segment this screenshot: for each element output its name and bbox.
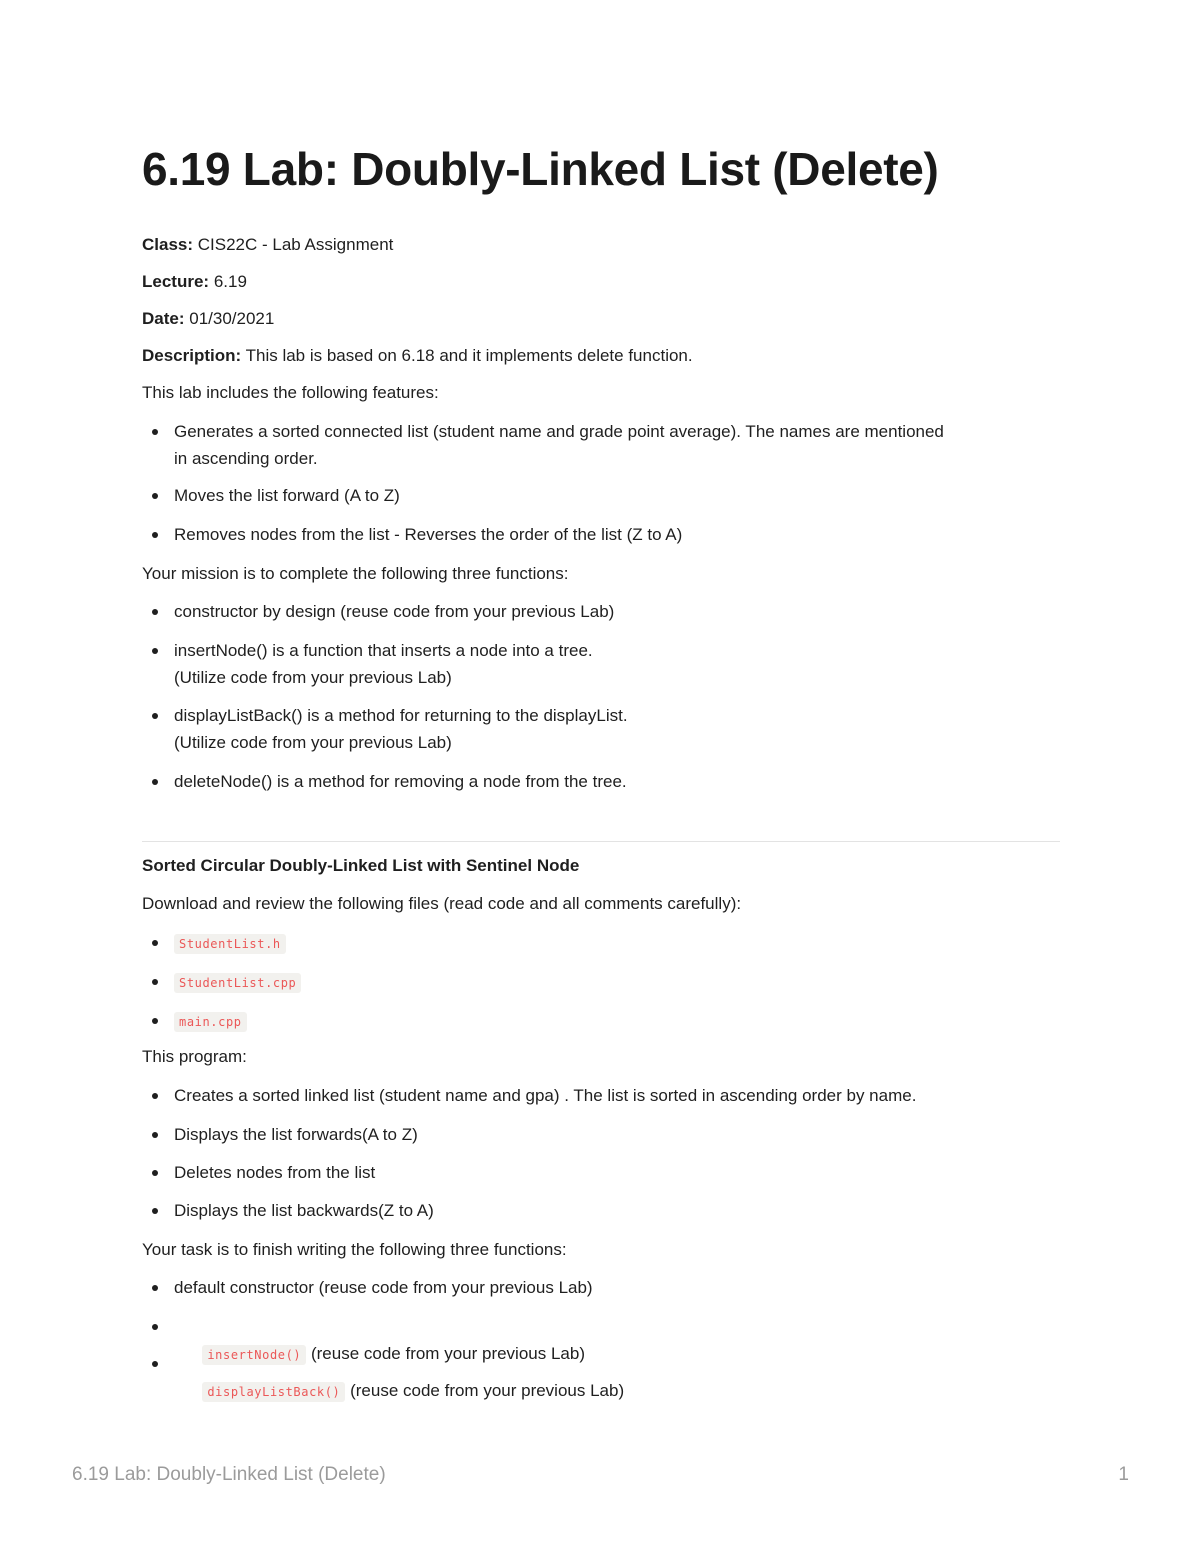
list-item-text: Creates a sorted linked list (student name and gpa) . The list is sorted in ascending order by name. (174, 1086, 917, 1105)
page-number: 1 (1118, 1464, 1129, 1485)
meta-lecture-value: 6.19 (213, 272, 247, 291)
list-item-text: default constructor (reuse code from your previous Lab) (174, 1278, 593, 1297)
bullet-icon (152, 979, 158, 985)
footer-title: 6.19 Lab: Doubly-Linked List (Delete) (72, 1464, 386, 1485)
bullet-icon (152, 1324, 158, 1330)
meta-date-value: 01/30/2021 (189, 309, 275, 328)
bullet-icon (152, 1361, 158, 1367)
meta-class (142, 234, 393, 256)
bullet-icon (152, 1093, 158, 1099)
list-item-text: Displays the list forwards(A to Z) (174, 1125, 418, 1144)
bullet-icon (152, 648, 158, 654)
meta-lecture (142, 271, 247, 293)
bullet-icon (152, 779, 158, 785)
list-item-text: (Utilize code from your previous Lab) (174, 733, 452, 752)
bullet-icon (152, 532, 158, 538)
list-item-text: (reuse code from your previous Lab) (345, 1381, 625, 1400)
bullet-icon (152, 1018, 158, 1024)
meta-lecture-label: Lecture: (142, 272, 210, 291)
file-link-studentlist-h[interactable]: StudentList.h (174, 934, 286, 954)
list-item-text: Moves the list forward (A to Z) (174, 486, 400, 505)
task-intro: Your task is to finish writing the following three functions: (142, 1240, 567, 1259)
bullet-icon (152, 1170, 158, 1176)
bullet-icon (152, 940, 158, 946)
list-item-text: insertNode() is a function that inserts a node into a tree. (174, 641, 593, 660)
code-insertnode: insertNode() (202, 1345, 306, 1365)
section-title: Sorted Circular Doubly-Linked List with Sentinel Node (142, 856, 580, 875)
file-link-main-cpp[interactable]: main.cpp (174, 1012, 247, 1032)
list-item-text: (Utilize code from your previous Lab) (174, 668, 452, 687)
page-title: 6.19 Lab: Doubly-Linked List (Delete) (142, 143, 939, 195)
meta-class-value: CIS22C - Lab Assignment (197, 235, 394, 254)
file-link-studentlist-cpp[interactable]: StudentList.cpp (174, 973, 301, 993)
bullet-icon (152, 609, 158, 615)
section-divider (142, 841, 1060, 842)
mission-intro: Your mission is to complete the following three functions: (142, 564, 569, 583)
list-item-text: Removes nodes from the list - Reverses the order of the list (Z to A) (174, 525, 683, 544)
meta-date (142, 308, 274, 330)
list-item-text: in ascending order. (174, 449, 318, 468)
bullet-icon (152, 713, 158, 719)
list-item-text: constructor by design (reuse code from your previous Lab) (174, 602, 615, 621)
bullet-icon (152, 1208, 158, 1214)
meta-class-label: Class: (142, 235, 194, 254)
list-item-text: Displays the list backwards(Z to A) (174, 1201, 434, 1220)
list-item-text: (reuse code from your previous Lab) (306, 1344, 585, 1363)
code-displaylistback: displayListBack() (202, 1382, 345, 1402)
download-intro: Download and review the following files (read code and all comments carefully): (142, 894, 742, 913)
list-item-text: deleteNode() is a method for removing a node from the tree. (174, 772, 627, 791)
bullet-icon (152, 429, 158, 435)
meta-description-value: This lab is based on 6.18 and it implements delete function. (245, 346, 693, 365)
features-intro: This lab includes the following features: (142, 383, 439, 402)
meta-description (142, 345, 693, 367)
bullet-icon (152, 493, 158, 499)
program-intro: This program: (142, 1047, 247, 1066)
list-item-text: Deletes nodes from the list (174, 1163, 376, 1182)
meta-date-label: Date: (142, 309, 185, 328)
list-item-text: Generates a sorted connected list (student name and grade point average). The names are mentioned (174, 422, 944, 441)
meta-description-label: Description: (142, 346, 242, 365)
list-item-text: displayListBack() is a method for returning to the displayList. (174, 706, 628, 725)
bullet-icon (152, 1132, 158, 1138)
bullet-icon (152, 1285, 158, 1291)
